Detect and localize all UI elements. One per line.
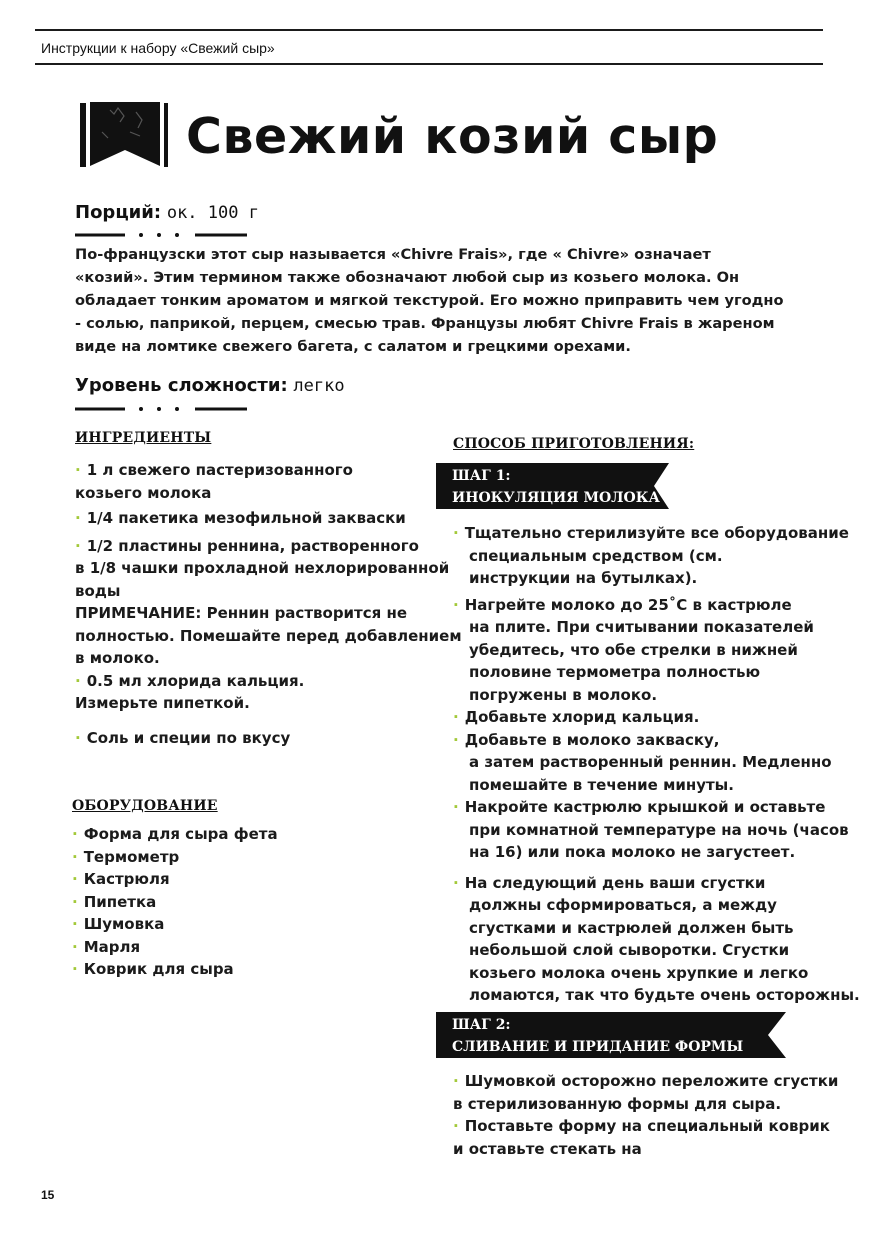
bullet-icon: · xyxy=(453,798,459,816)
note-text: Реннин растворится не xyxy=(201,604,408,622)
method-heading: СПОСОБ ПРИГОТОВЛЕНИЯ: xyxy=(453,436,695,452)
bullet-icon: · xyxy=(75,671,81,690)
bullet-icon: · xyxy=(72,892,78,911)
bullet-icon: · xyxy=(75,461,81,479)
servings-line xyxy=(75,202,259,223)
step-text: половине термометра полностью xyxy=(469,663,761,681)
intro-line: виде на ломтике свежего багета, с салатом и грецкими орехами. xyxy=(75,338,631,355)
step-text: Поставьте форму на специальный коврик xyxy=(464,1117,830,1135)
ingredient-item xyxy=(75,459,435,504)
step-text: Добавьте хлорид кальция. xyxy=(464,708,700,726)
ingredient-text: Соль и специи по вкусу xyxy=(86,728,291,747)
ingredient-item xyxy=(75,727,435,750)
bullet-icon: · xyxy=(453,730,459,749)
ingredient-text: Измерьте пипеткой. xyxy=(75,694,250,712)
equipment-text: Коврик для сыра xyxy=(83,960,234,978)
bullet-icon: · xyxy=(453,1117,459,1135)
recipe-title: Свежий козий сыр xyxy=(186,108,719,165)
step-text: погружены в молоко. xyxy=(469,685,658,704)
step-item xyxy=(453,706,863,729)
equipment-item xyxy=(72,913,372,936)
bullet-icon: · xyxy=(72,915,78,933)
bullet-icon: · xyxy=(75,728,81,747)
step-text: и оставьте стекать на xyxy=(453,1139,642,1158)
bullet-icon: · xyxy=(453,524,459,542)
step-text: при комнатной температуре на ночь (часов xyxy=(469,820,849,839)
ingredient-text: воды xyxy=(75,581,121,600)
note-label: ПРИМЕЧАНИЕ: xyxy=(75,604,202,622)
bullet-icon: · xyxy=(72,825,78,843)
ingredient-item xyxy=(75,535,450,603)
equipment-text: Шумовка xyxy=(83,915,165,933)
intro-line: По-французски этот сыр называется «Chivre Frais», где « Chivre» означает xyxy=(75,246,711,263)
step-text: Нагрейте молоко до 25˚C в кастрюле xyxy=(464,595,792,614)
step-text: небольшой слой сыворотки. Сгустки xyxy=(469,941,790,959)
bullet-icon: · xyxy=(72,870,78,888)
step-item xyxy=(453,1115,863,1160)
step-text: Шумовкой осторожно переложите сгустки xyxy=(464,1072,839,1090)
step-text: Тщательно стерилизуйте все оборудование xyxy=(464,524,849,542)
equipment-item xyxy=(72,958,372,981)
servings-label: Порций: xyxy=(75,202,162,223)
ingredients-list xyxy=(75,459,462,749)
note-text: полностью. Помешайте перед добавлением xyxy=(75,626,462,645)
equipment-text: Термометр xyxy=(83,847,180,866)
divider-dots-2 xyxy=(75,404,255,414)
equipment-heading: ОБОРУДОВАНИЕ xyxy=(72,798,218,814)
step-text: Накройте кастрюлю крышкой и оставьте xyxy=(464,798,826,816)
ingredient-text: 0.5 мл хлорида кальция. xyxy=(86,671,305,690)
step-item xyxy=(453,872,863,1007)
difficulty-value: легко xyxy=(293,376,345,396)
step-1-list xyxy=(453,522,863,1007)
step-text: помешайте в течение минуты. xyxy=(469,775,734,794)
intro-line: «козий». Этим термином также обозначают любой сыр из козьего молока. Он xyxy=(75,269,740,286)
step-text: козьего молока очень хрупкие и легко xyxy=(469,963,809,982)
step-text: а затем растворенный реннин. Медленно xyxy=(469,753,832,771)
equipment-text: Марля xyxy=(83,937,141,956)
ingredients-heading: ИНГРЕДИЕНТЫ xyxy=(75,430,212,446)
step-item xyxy=(453,594,863,707)
step-item xyxy=(453,796,863,864)
ingredient-text: 1/4 пакетика мезофильной закваски xyxy=(86,509,406,527)
step-1-title: ИНОКУЛЯЦИЯ МОЛОКА xyxy=(452,490,660,506)
step-2-title: СЛИВАНИЕ И ПРИДАНИЕ ФОРМЫ xyxy=(452,1039,744,1055)
equipment-item xyxy=(72,823,372,846)
equipment-list xyxy=(72,823,372,981)
ingredient-item xyxy=(75,670,435,715)
equipment-item xyxy=(72,868,372,891)
step-2-number: ШАГ 2: xyxy=(452,1017,511,1033)
ingredient-item xyxy=(75,507,435,530)
bullet-icon: · xyxy=(72,960,78,978)
ribbon-logo-icon xyxy=(80,102,168,168)
step-text: убедитесь, что обе стрелки в нижней xyxy=(469,640,798,659)
step-text: в стерилизованную формы для сыра. xyxy=(453,1094,782,1113)
step-2-banner xyxy=(436,1012,786,1058)
step-text: на 16) или пока молоко не загустеет. xyxy=(469,843,796,861)
difficulty-label: Уровень сложности: xyxy=(75,375,288,396)
ingredient-text: 1/2 пластины реннина, растворенного xyxy=(86,536,419,555)
page-number: 15 xyxy=(41,1188,55,1202)
step-text: Добавьте в молоко закваску, xyxy=(464,730,720,749)
step-1-banner xyxy=(436,463,669,509)
intro-line: - солью, паприкой, перцем, смесью трав. Французы любят Chivre Frais в жареном xyxy=(75,315,775,332)
difficulty-line xyxy=(75,375,345,396)
note-text: в молоко. xyxy=(75,649,160,667)
step-text: ломаются, так что будьте очень осторожны. xyxy=(469,986,860,1004)
step-item xyxy=(453,1070,863,1115)
step-1-number: ШАГ 1: xyxy=(452,468,511,484)
bullet-icon: · xyxy=(453,873,459,892)
header-title: Инструкции к набору «Свежий сыр» xyxy=(41,40,275,56)
equipment-item xyxy=(72,846,372,869)
ingredient-note xyxy=(75,602,462,670)
step-2-list xyxy=(453,1070,863,1160)
divider-dots-1 xyxy=(75,230,255,240)
bullet-icon: · xyxy=(75,536,81,555)
equipment-text: Пипетка xyxy=(83,892,157,911)
bullet-icon: · xyxy=(72,937,78,956)
step-item xyxy=(453,729,863,797)
bullet-icon: · xyxy=(453,1072,459,1090)
step-item xyxy=(453,522,863,590)
equipment-item xyxy=(72,936,372,959)
bullet-icon: · xyxy=(72,847,78,866)
bullet-icon: · xyxy=(75,509,81,527)
header-rule-bottom xyxy=(35,63,823,65)
bullet-icon: · xyxy=(453,595,459,614)
servings-value: ок. 100 г xyxy=(166,203,259,223)
step-text: должны сформироваться, а между xyxy=(469,896,777,914)
step-text: на плите. При считывании показателей xyxy=(469,618,814,636)
recipe-intro xyxy=(75,243,835,358)
ingredient-text: козьего молока xyxy=(75,483,212,502)
equipment-text: Кастрюля xyxy=(83,870,170,888)
equipment-item xyxy=(72,891,372,914)
step-text: инструкции на бутылках). xyxy=(469,569,698,587)
ingredient-text: 1 л свежего пастеризованного xyxy=(86,461,353,479)
step-text: На следующий день ваши сгустки xyxy=(464,873,766,892)
step-text: сгустками и кастрюлей должен быть xyxy=(469,918,794,937)
ingredient-text: в 1/8 чашки прохладной нехлорированной xyxy=(75,559,450,577)
equipment-text: Форма для сыра фета xyxy=(83,825,278,843)
intro-line: обладает тонким ароматом и мягкой текстурой. Его можно приправить чем угодно xyxy=(75,292,784,309)
header-rule-top xyxy=(35,29,823,31)
bullet-icon: · xyxy=(453,708,459,726)
step-text: специальным средством (см. xyxy=(469,546,723,565)
